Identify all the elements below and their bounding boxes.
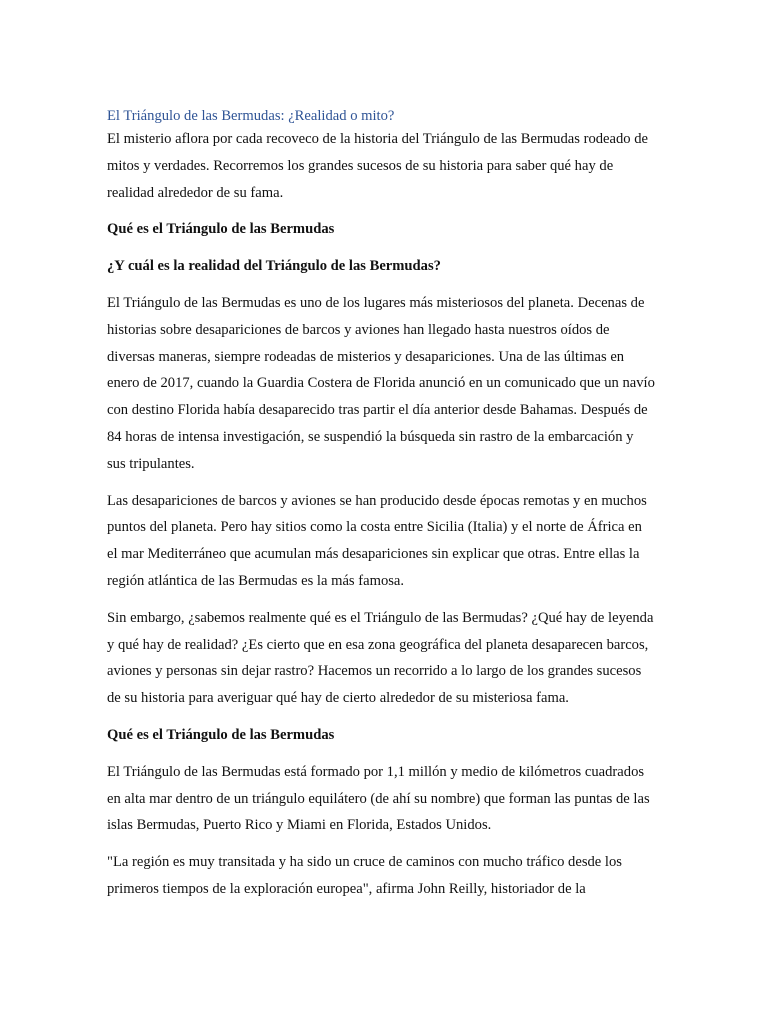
body-paragraph: Sin embargo, ¿sabemos realmente qué es el Triángulo de las Bermudas? ¿Qué hay de leyenda y qué hay de realidad? ¿Es cierto que en esa zona geográfica del planeta desaparecen barcos, aviones y personas sin dejar rastro? Hacemos un recorrido a lo largo de los grandes sucesos de su historia para averiguar qué hay de cierto alrededor de su misteriosa fama. bbox=[107, 609, 654, 707]
document-page bbox=[107, 106, 655, 913]
section-heading: ¿Y cuál es la realidad del Triángulo de las Bermudas? bbox=[107, 258, 441, 275]
body-paragraph: El Triángulo de las Bermudas está formado por 1,1 millón y medio de kilómetros cuadrados en alta mar dentro de un triángulo equilátero (de ahí su nombre) que forman las puntas de las islas Bermudas, Puerto Rico y Miami en Florida, Estados Unidos. bbox=[107, 763, 650, 834]
body-paragraph: El Triángulo de las Bermudas es uno de los lugares más misteriosos del planeta. Decenas de historias sobre desapariciones de barcos y aviones han llegado hasta nuestros oídos de diversas maneras, siempre rodeadas de misterios y desapariciones. Una de las últimas en enero de 2017, cuando la Guardia Costera de Florida anunció en un comunicado que un navío con destino Florida había desaparecido tras partir el día anterior desde Bahamas. Después de 84 horas de intensa investigación, se suspendió la búsqueda sin rastro de la embarcación y sus tripulantes. bbox=[107, 294, 655, 472]
document-title: El Triángulo de las Bermudas: ¿Realidad o mito? bbox=[107, 108, 395, 124]
intro-paragraph: El misterio aflora por cada recoveco de la historia del Triángulo de las Bermudas rodeado de mitos y verdades. Recorremos los grandes sucesos de su historia para saber qué hay de realidad alrededor de su fama. bbox=[107, 131, 649, 201]
body-paragraph: Las desapariciones de barcos y aviones se han producido desde épocas remotas y en muchos puntos del planeta. Pero hay sitios como la costa entre Sicilia (Italia) y el norte de África en el mar Mediterráneo que acumulan más desapariciones sin explicar que otras. Entre ellas la región atlántica de las Bermudas es la más famosa. bbox=[107, 492, 647, 589]
section-heading: Qué es el Triángulo de las Bermudas bbox=[107, 221, 335, 238]
body-paragraph: "La región es muy transitada y ha sido un cruce de caminos con mucho tráfico desde los primeros tiempos de la exploración europea", afirma John Reilly, historiador de la bbox=[107, 854, 622, 897]
section-heading: Qué es el Triángulo de las Bermudas bbox=[107, 726, 335, 743]
